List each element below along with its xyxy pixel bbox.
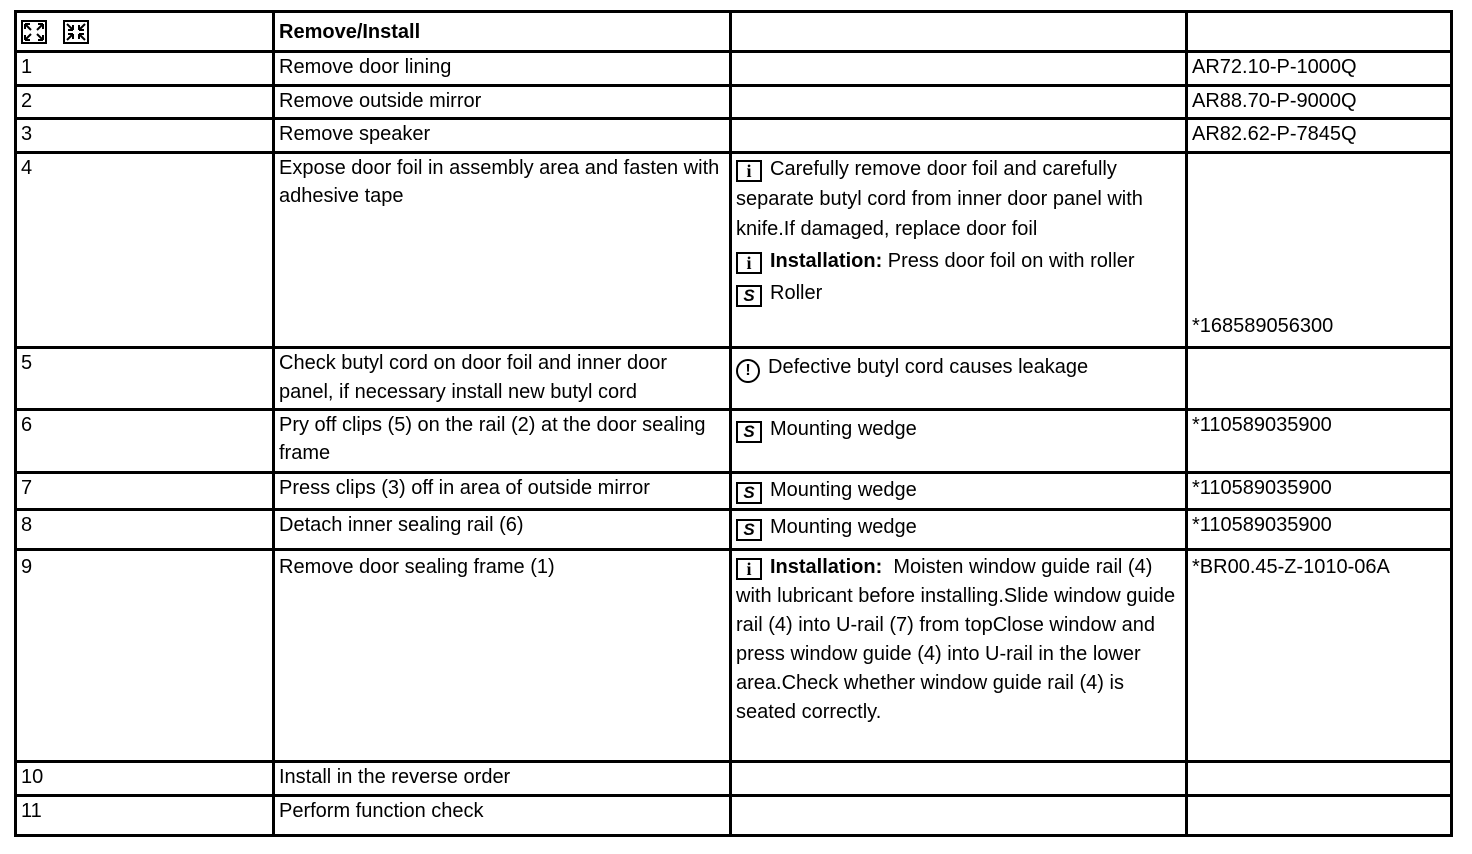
step-notes bbox=[731, 119, 1187, 153]
step-number: 2 bbox=[16, 86, 274, 119]
table-row bbox=[16, 510, 1452, 550]
step-action: Perform function check bbox=[274, 796, 731, 836]
special-tool-icon: S bbox=[736, 482, 762, 504]
step-notes bbox=[731, 550, 1187, 762]
table-row bbox=[16, 410, 1452, 473]
table-row bbox=[16, 153, 1452, 348]
table-row bbox=[16, 473, 1452, 510]
step-number: 8 bbox=[16, 510, 274, 550]
step-number: 5 bbox=[16, 348, 274, 410]
special-tool-icon: S bbox=[736, 285, 762, 307]
table-row bbox=[16, 52, 1452, 86]
step-number: 10 bbox=[16, 762, 274, 796]
step-action: Remove outside mirror bbox=[274, 86, 731, 119]
step-notes bbox=[731, 86, 1187, 119]
header-title: Remove/Install bbox=[274, 12, 731, 52]
special-tool-icon: S bbox=[736, 421, 762, 443]
table-row bbox=[16, 762, 1452, 796]
step-reference-link[interactable]: *168589056300 bbox=[1187, 153, 1452, 348]
step-notes: S Mounting wedge bbox=[731, 510, 1187, 550]
step-reference-link[interactable]: AR82.62-P-7845Q bbox=[1187, 119, 1452, 153]
expand-collapse-cell bbox=[16, 12, 274, 52]
collapse-icon[interactable] bbox=[63, 20, 89, 44]
step-number: 1 bbox=[16, 52, 274, 86]
header-empty-1 bbox=[731, 12, 1187, 52]
step-notes bbox=[731, 762, 1187, 796]
step-number: 6 bbox=[16, 410, 274, 473]
special-tool-icon: S bbox=[736, 519, 762, 541]
table-row bbox=[16, 86, 1452, 119]
step-notes bbox=[731, 796, 1187, 836]
step-action: Install in the reverse order bbox=[274, 762, 731, 796]
step-reference-link bbox=[1187, 348, 1452, 410]
table-row bbox=[16, 348, 1452, 410]
step-action: Remove door sealing frame (1) bbox=[274, 550, 731, 762]
table-row bbox=[16, 796, 1452, 836]
step-action: Remove speaker bbox=[274, 119, 731, 153]
step-reference-link[interactable]: *110589035900 bbox=[1187, 410, 1452, 473]
step-reference-link[interactable]: AR88.70-P-9000Q bbox=[1187, 86, 1452, 119]
header-row bbox=[16, 12, 1452, 52]
step-number: 9 bbox=[16, 550, 274, 762]
tool-note: S Roller bbox=[736, 278, 1181, 308]
step-reference-link[interactable]: *110589035900 bbox=[1187, 510, 1452, 550]
step-action: Remove door lining bbox=[274, 52, 731, 86]
table-row bbox=[16, 550, 1452, 762]
step-action: Press clips (3) off in area of outside mirror bbox=[274, 473, 731, 510]
warning-icon: ! bbox=[736, 359, 760, 383]
step-reference-link[interactable]: *BR00.45-Z-1010-06A bbox=[1187, 550, 1452, 762]
step-number: 7 bbox=[16, 473, 274, 510]
step-reference-link bbox=[1187, 796, 1452, 836]
step-notes bbox=[731, 52, 1187, 86]
step-notes bbox=[731, 153, 1187, 348]
step-action: Expose door foil in assembly area and fasten with adhesive tape bbox=[274, 153, 731, 348]
step-notes: S Mounting wedge bbox=[731, 410, 1187, 473]
expand-icon[interactable] bbox=[21, 20, 47, 44]
info-note: i Carefully remove door foil and carefully separate butyl cord from inner door panel with knife.If damaged, replace door foil bbox=[736, 158, 1143, 240]
step-action: Detach inner sealing rail (6) bbox=[274, 510, 731, 550]
header-empty-2 bbox=[1187, 12, 1452, 52]
step-notes: ! Defective butyl cord causes leakage bbox=[731, 348, 1187, 410]
step-number: 11 bbox=[16, 796, 274, 836]
step-notes: S Mounting wedge bbox=[731, 473, 1187, 510]
info-icon: i bbox=[736, 160, 762, 182]
step-number: 4 bbox=[16, 153, 274, 348]
installation-note: i Installation: Press door foil on with roller bbox=[736, 246, 1181, 276]
info-icon: i bbox=[736, 252, 762, 274]
procedure-table bbox=[14, 10, 1453, 837]
table-row bbox=[16, 119, 1452, 153]
info-icon: i bbox=[736, 558, 762, 580]
step-reference-link[interactable]: AR72.10-P-1000Q bbox=[1187, 52, 1452, 86]
installation-note: i Installation: Moisten window guide rail (4) with lubricant before installing.Slide window guide rail (4) into U-rail (7) from topClose window and press window guide (4) into U-rail in the lower area.Check whether window guide rail (4) is seated correctly. bbox=[736, 556, 1176, 723]
step-action: Check butyl cord on door foil and inner door panel, if necessary install new butyl cord bbox=[274, 348, 731, 410]
step-reference-link[interactable]: *110589035900 bbox=[1187, 473, 1452, 510]
step-action: Pry off clips (5) on the rail (2) at the door sealing frame bbox=[274, 410, 731, 473]
step-number: 3 bbox=[16, 119, 274, 153]
step-reference-link bbox=[1187, 762, 1452, 796]
